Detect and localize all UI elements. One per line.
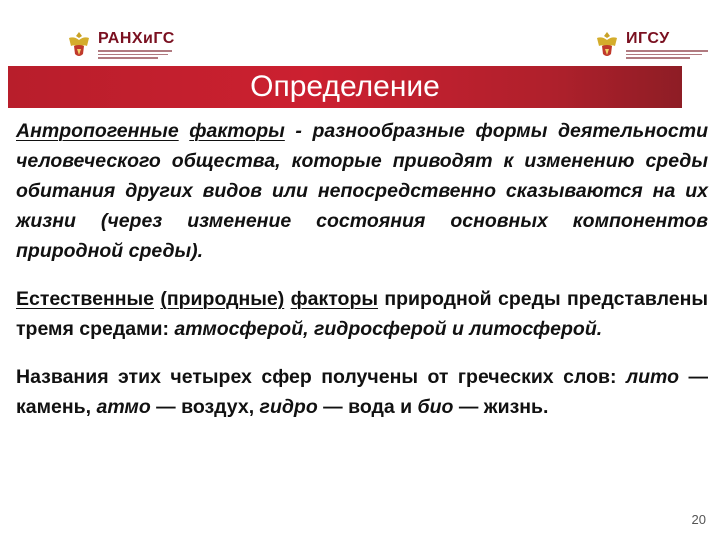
ranepa-logo: [66, 30, 175, 60]
term-natural-paren: (природные): [160, 288, 285, 310]
word-atmo: атмо: [96, 396, 151, 418]
meaning-air: — воздух,: [150, 396, 260, 418]
paragraph-greek-names: [16, 362, 708, 422]
natural-definition: природной среды представлены тремя средами:: [16, 288, 709, 340]
word-bio: био: [417, 396, 454, 418]
ranepa-logo-name: РАНХиГС: [98, 30, 175, 48]
anthropogenic-definition: - разнообразные формы деятельности человеческого общества, которые приводят к изменению среды обитания других видов или непосредственно сказываются на их жизни (через изменение состояния основных компонентов природной среды).: [16, 120, 709, 262]
term-anthropogenic: Антропогенные: [16, 120, 179, 142]
meaning-life: — жизнь.: [453, 396, 549, 418]
title-bar: [8, 66, 682, 108]
meaning-water: — вода и: [317, 396, 418, 418]
term-factors: факторы: [290, 288, 379, 310]
igsu-logo: [594, 30, 708, 60]
igsu-logo-subtitle-lines: [626, 50, 708, 59]
slide-title: Определение: [250, 70, 440, 103]
eagle-emblem-icon: [594, 30, 620, 60]
paragraph-natural: [16, 284, 708, 344]
space: [179, 120, 190, 142]
term-factors: факторы: [189, 120, 285, 142]
slide-header: [0, 0, 720, 66]
meaning-stone: — камень,: [16, 366, 708, 418]
eagle-emblem-icon: [66, 30, 92, 60]
paragraph-anthropogenic: [16, 116, 708, 266]
igsu-logo-name: ИГСУ: [626, 30, 670, 48]
word-lito: лито: [625, 366, 680, 388]
word-gidro: гидро: [259, 396, 318, 418]
spheres-list: атмосферой, гидросферой и литосферой.: [174, 318, 603, 340]
slide-content: [16, 116, 708, 422]
term-natural: Естественные: [16, 288, 155, 310]
greek-intro: Названия этих четырех сфер получены от греческих слов:: [16, 366, 626, 388]
page-number: 20: [691, 512, 706, 527]
ranepa-logo-subtitle-lines: [98, 50, 175, 59]
